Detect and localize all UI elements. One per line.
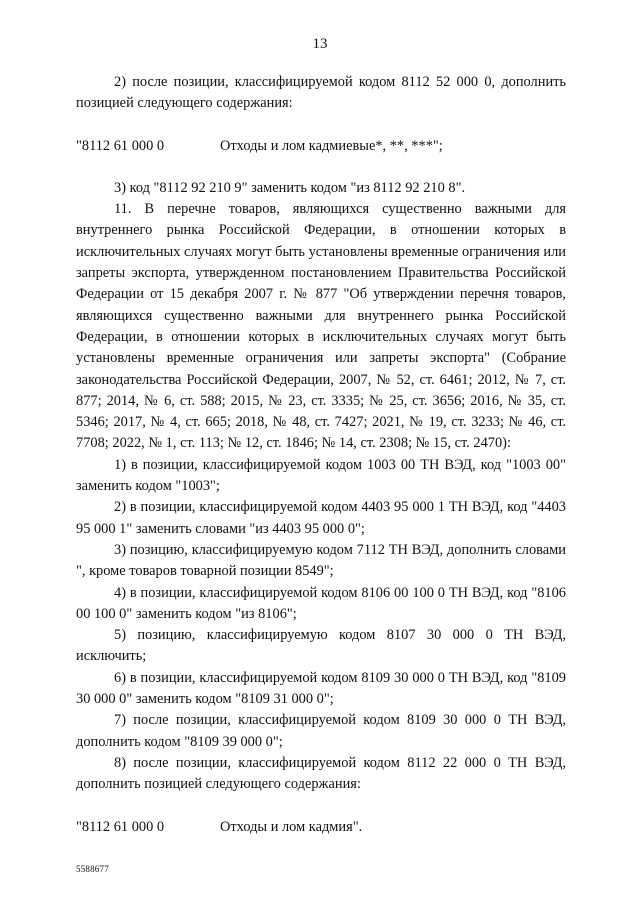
document-id: 5588677 [76, 864, 109, 874]
paragraph-sub-6: 6) в позиции, классифицируемой кодом 8109 30 000 0 ТН ВЭД, код "8109 30 000 0" заменить кодом "8109 31 000 0"; [76, 669, 566, 708]
code-value: "8112 61 000 0 [76, 818, 165, 835]
code-value: "8112 61 000 0 [76, 137, 165, 154]
paragraph-sub-5: 5) позицию, классифицируемую кодом 8107 30 000 0 ТН ВЭД, исключить; [76, 627, 566, 665]
paragraph-item-3: 3) код "8112 92 210 9" заменить кодом "из 8112 92 210 8". [114, 179, 466, 196]
paragraph-sub-8: 8) после позиции, классифицируемой кодом 8112 22 000 0 ТН ВЭД, дополнить позицией следующего содержания: [76, 754, 566, 793]
paragraph-item-2: 2) после позиции, классифицируемой кодом 8112 52 000 0, дополнить позицией следующего содержания: [76, 74, 566, 112]
code-description: Отходы и лом кадмия". [220, 818, 363, 835]
paragraph-sub-2: 2) в позиции, классифицируемой кодом 4403 95 000 1 ТН ВЭД, код "4403 95 000 1" заменить словами "из 4403 95 000 0"; [76, 499, 566, 537]
code-position-line-1 [76, 136, 566, 157]
paragraph-sub-7: 7) после позиции, классифицируемой кодом 8109 30 000 0 ТН ВЭД, дополнить кодом "8109 39 000 0"; [76, 712, 566, 750]
document-body [76, 72, 566, 838]
paragraph-section-11: 11. В перечне товаров, являющихся существенно важными для внутреннего рынка Российской Федерации, в отношении которых в исключительных случаях могут быть установлены временные ограничения или запреты экспорта, утвержденном постановлением Правительства Российской Федерации от 15 декабря 2007 г. № 877 "Об утверждении перечня товаров, являющихся существенно важными для внутреннего рынка Российской Федерации, в отношении которых в исключительных случаях могут быть установлены временные ограничения или запреты экспорта" (Собрание законодательства Российской Федерации, 2007, № 52, ст. 6461; 2012, № 7, ст. 877; 2014, № 6, ст. 588; 2015, № 23, ст. 3335; № 25, ст. 3656; 2016, № 35, ст. 5346; 2017, № 4, ст. 665; 2018, № 48, ст. 7427; 2021, № 19, ст. 3233; № 46, ст. 7708; 2022, № 1, ст. 113; № 12, ст. 1846; № 14, ст. 2308; № 15, ст. 2470): [76, 201, 566, 452]
code-description: Отходы и лом кадмиевые*, **, ***"; [220, 137, 443, 154]
paragraph-sub-4: 4) в позиции, классифицируемой кодом 8106 00 100 0 ТН ВЭД, код "8106 00 100 0" заменить кодом "из 8106"; [76, 584, 566, 622]
page-number: 13 [312, 36, 328, 52]
paragraph-sub-1: 1) в позиции, классифицируемой кодом 1003 00 ТН ВЭД, код "1003 00" заменить кодом "1003"; [76, 456, 566, 495]
code-position-line-2 [76, 817, 566, 838]
paragraph-sub-3: 3) позицию, классифицируемую кодом 7112 ТН ВЭД, дополнить словами ", кроме товаров товарной позиции 8549"; [76, 541, 566, 580]
